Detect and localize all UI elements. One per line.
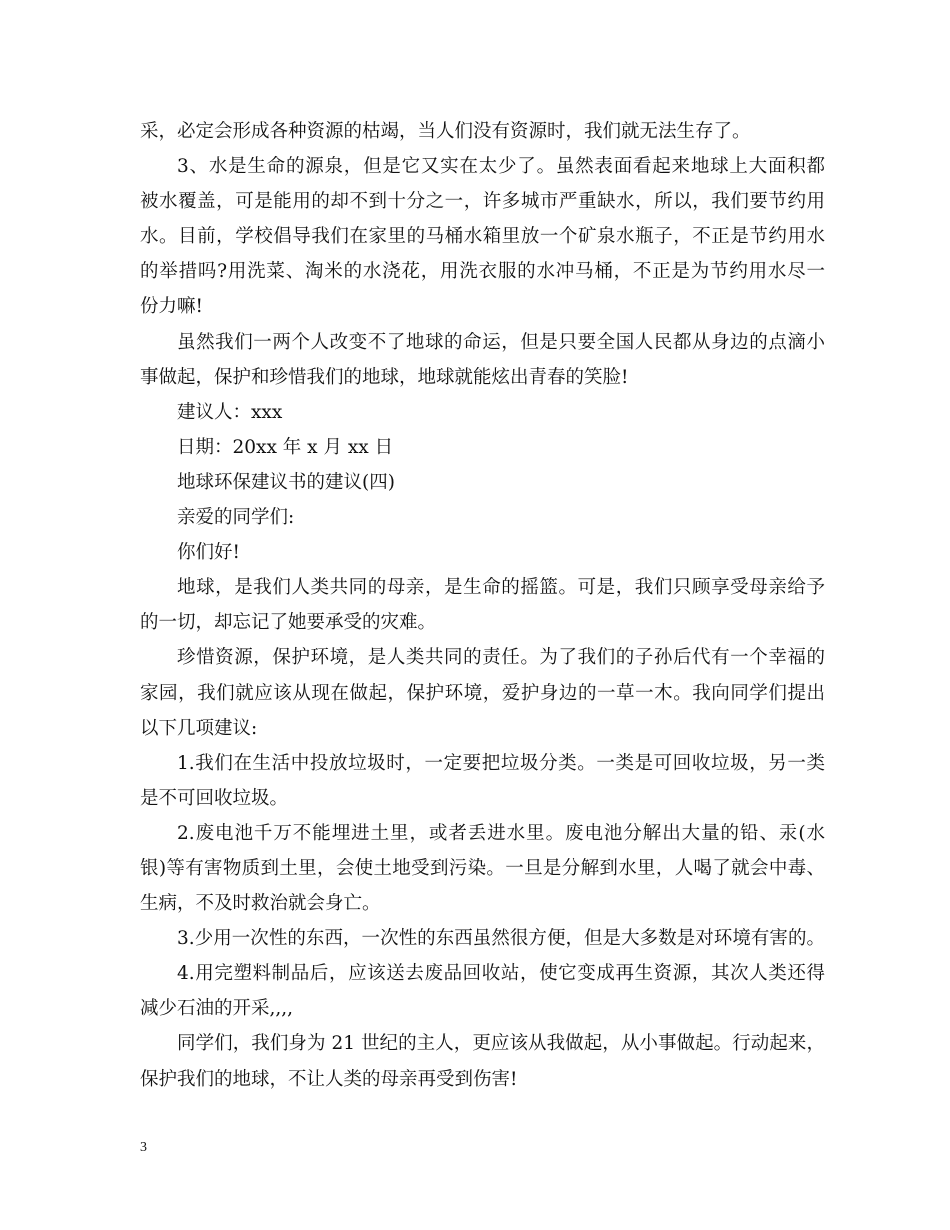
page-number: 3	[140, 1140, 147, 1155]
text-line: 虽然我们一两个人改变不了地球的命运，但是只要全国人民都从身边的点滴小	[177, 331, 825, 353]
text-line: 被水覆盖，可是能用的却不到十分之一，许多城市严重缺水，所以，我们要节约用	[140, 191, 825, 213]
list-item: 3.少用一次性的东西，一次性的东西虽然很方便，但是大多数是对环境有害的。	[177, 928, 825, 950]
text-line: 以下几项建议:	[140, 717, 258, 739]
list-item: 1.我们在生活中投放垃圾时，一定要把垃圾分类。一类是可回收垃圾，另一类	[177, 752, 825, 774]
salutation: 亲爱的同学们:	[177, 507, 295, 529]
text-line: 3、水是生命的源泉，但是它又实在太少了。虽然表面看起来地球上大面积都	[177, 156, 825, 178]
text-line: 地球，是我们人类共同的母亲，是生命的摇篮。可是，我们只顾享受母亲给予	[177, 577, 825, 599]
signature-line: 建议人：xxx	[177, 401, 283, 423]
text-line: 是不可回收垃圾。	[140, 787, 289, 809]
greeting: 你们好!	[177, 542, 240, 564]
document-body	[140, 114, 825, 1097]
list-item: 2.废电池千万不能埋进土里，或者丢进水里。废电池分解出大量的铅、汞(水	[177, 822, 825, 844]
text-line: 保护我们的地球，不让人类的母亲再受到伤害!	[140, 1068, 518, 1090]
text-line: 采，必定会形成各种资源的枯竭，当人们没有资源时，我们就无法生存了。	[140, 121, 751, 142]
text-line: 家园，我们就应该从现在做起，保护环境，爱护身边的一草一木。我向同学们提出	[140, 682, 825, 704]
text-line: 的一切，却忘记了她要承受的灾难。	[140, 612, 437, 634]
text-line: 银)等有害物质到土里，会使土地受到污染。一旦是分解到水里，人喝了就会中毒、	[140, 857, 825, 879]
text-line: 珍惜资源，保护环境，是人类共同的责任。为了我们的子孙后代有一个幸福的	[177, 647, 825, 669]
text-line: 同学们，我们身为 21 世纪的主人，更应该从我做起，从小事做起。行动起来，	[177, 1033, 825, 1055]
text-line: 份力嘛!	[140, 296, 203, 318]
date-line: 日期：20xx 年 x 月 xx 日	[177, 436, 394, 458]
section-title: 地球环保建议书的建议(四)	[177, 471, 395, 493]
text-line: 生病，不及时救治就会身亡。	[140, 893, 381, 915]
text-line: 减少石油的开采,,,,	[140, 998, 294, 1020]
list-item: 4.用完塑料制品后，应该送去废品回收站，使它变成再生资源，其次人类还得	[177, 963, 825, 985]
text-line: 的举措吗?用洗菜、淘米的水浇花，用洗衣服的水冲马桶，不正是为节约用水尽一	[140, 261, 825, 283]
text-line: 水。目前，学校倡导我们在家里的马桶水箱里放一个矿泉水瓶子，不正是节约用水	[140, 226, 825, 248]
text-line: 事做起，保护和珍惜我们的地球，地球就能炫出青春的笑脸!	[140, 366, 629, 388]
